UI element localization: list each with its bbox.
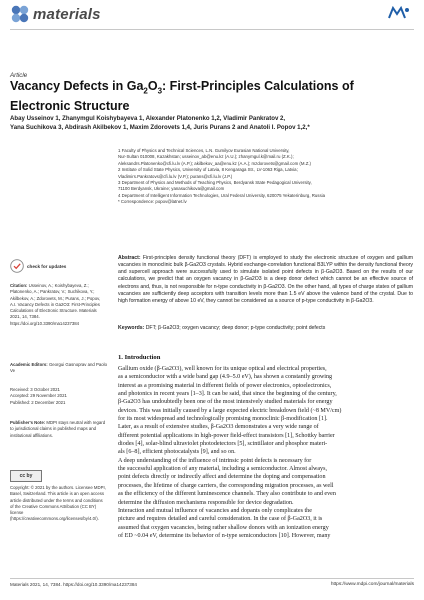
body-line: β-Ga2O3 has undoubtedly been one of the most intensively studied materials for energy [118, 399, 333, 406]
journal-name: materials [33, 5, 101, 23]
affiliation-line: Vladimirs.Pankratovs@cfi.lu.lv (V.P.); purans@cfi.lu.lv (J.P.) [118, 173, 233, 179]
publication-dates [10, 387, 107, 406]
affiliation-line: 1 Faculty of Physics and Technical Sciences, L.N. Gumilyov Eurasian National University, [118, 148, 290, 153]
check-updates-icon [10, 259, 24, 273]
copyright-notice [10, 485, 107, 523]
citation-text[interactable]: Usseinov, A.; Koishybayeva, Z.; Platonenko, A.; Pankratov, V.; Suchikova, Y.; Akilbekov, A.; Zdorovets, M.; Purans, J.; Popov, A.I. Vacancy Defects in Ga2O3: First-Principles Calculations of Electronic Structure. Materials 2021, 14, 7384. https://doi.org/10.3390/ma14237384 [10, 283, 101, 326]
body-line: for its most widespread and technologically promising monoclinic β-modification [1]. [118, 416, 328, 423]
keywords-label: Keywords: [118, 325, 145, 331]
received-date: Received: 3 October 2021 [10, 387, 60, 392]
check-updates-label: check for updates [27, 263, 67, 269]
body-line: Gallium oxide (β-Ga2O3), well known for its unique optical and electrical properties, [118, 366, 327, 372]
affiliation-line: Aleksandrs.Platonenko@cfi.lu.lv (A.P.); akilbekov_aa@enu.kz (A.A.); mzdorovets@gmail.com (M.Z.) [118, 160, 311, 166]
academic-editors [10, 362, 107, 375]
body-line: the successful application of any material, including a semiconductor. Almost always, [118, 466, 327, 473]
footer-citation[interactable]: Materials 2021, 14, 7384. https://doi.org/10.3390/ma14237384 [10, 582, 137, 587]
citation-block [10, 283, 107, 327]
editors-label: Academic Editors: [10, 362, 48, 367]
article-type: Article [10, 72, 28, 79]
body-line: A deep understanding of the influence of intrinsic point defects is necessary for [118, 457, 312, 464]
article-title: Vacancy Defects in $Ga_2O_3$: First-Principles Calculations of Electronic Structure [10, 79, 354, 113]
body-line: diodes [4], solar-blind ultraviolet photodetectors [5], scintillator and phosphor materi- [118, 441, 328, 448]
affiliation-line: 3 Department of Physics and Methods of Teaching Physics, Berdyansk State Pedagogical University, [118, 180, 312, 186]
affiliations [118, 148, 413, 206]
introduction-body [118, 365, 414, 540]
journal-link[interactable]: https://www.mdpi.com/journal/materials [330, 582, 414, 587]
abstract-text: First-principles density functional theory (DFT) is employed to study the electronic structure of oxygen and gallium vacancies in monoclinic bulk β-Ga2O3 crystals. Hybrid exchange-correlation functional B3LYP within the density functional theory and supercell approach were successfully used to simulate isolated point defects in β-Ga2O3. Based on the results of our calculations, we predict that an oxygen vacancy in β-Ga2O3 is a deep donor defect which cannot be an effective source of electrons and, thus, is not responsible for n-type conductivity in β-Ga2O3. On the other hand, all types of charge states of gallium vacancies are sufficiently deep acceptors with transition levels more than 1.5 eV above the valence band of the crystal. Due to high formation energy of above 10 eV, they cannot be considered as a source of p-type conductivity in β-Ga2O3. [118, 255, 413, 304]
journal-logo [10, 4, 101, 24]
body-line: determine the diffusion mechanisms responsible for device degradation. [118, 499, 294, 506]
body-line: different potential applications in high-power field-effect transistors [1], Schottky barrier [118, 432, 335, 439]
citation-label: Citation: [10, 283, 28, 288]
correspondence-line: * Correspondence: popov@latnet.lv [118, 199, 187, 205]
accepted-date: Accepted: 29 November 2021 [10, 393, 67, 399]
mdpi-logo-icon [388, 6, 410, 20]
section-heading: 1. Introduction [118, 354, 161, 361]
editors-text: Georgui Gasnoprav and Paolo Ve [10, 362, 107, 374]
materials-logo-icon [10, 4, 30, 24]
header-divider [10, 29, 414, 30]
keywords [118, 325, 413, 332]
body-line: as a semiconductor with a wide band gap (4.9–5.0 eV), has shown a constantly growing [118, 374, 333, 381]
check-updates-button[interactable] [10, 259, 66, 273]
abstract-label: Abstract: [118, 255, 141, 261]
body-line: Interaction and mutual influence of vacancies and dopants only complicates the [118, 507, 312, 514]
affiliation-line: Nur-Sultan 010008, Kazakhstan; usseinov_ab@enu.kz (A.U.); zhanymgul.k@mail.ru (Z.K.); [118, 154, 294, 160]
copyright-text: Copyright: © 2021 by the authors. Licensee MDPI, Basel, Switzerland. This article is an open access article distributed under the terms and conditions of the Creative Commons Attribution (CC BY) license (https://creativecommons.org/licenses/by/4.0/). [10, 485, 106, 522]
body-line: of ED ~0.04 eV, determine its behavior of n-type semiconductors [10]. However, many [118, 532, 331, 539]
publisher-note-text: MDPI stays neutral with regard to jurisdictional claims in published maps and institutional affiliations. [10, 420, 106, 438]
footer-divider [10, 578, 414, 579]
body-line: processes, the lifetime of charge carriers, the corresponding migration processes, as well [118, 482, 334, 489]
affiliation-line: 2 Institute of Solid State Physics, University of Latvia, 8 Kengaraga Str., LV-1063 Riga, Latvia; [118, 167, 298, 173]
body-line: als [6–8], efficient photocatalysts [9], and so on. [118, 449, 236, 456]
author-list [10, 114, 415, 132]
published-date: Published: 2 December 2021 [10, 399, 66, 405]
cc-license-badge[interactable]: cc by [10, 470, 42, 482]
body-line: assumed that oxygen vacancies, being rather shallow donors with an ionization energy [118, 524, 329, 531]
author-line: Yana Suchikova 3, Abdirash Akilbekov 1, Maxim Zdorovets 1,4, Juris Purans 2 and Anatoli I. Popov 1,2,* [10, 124, 310, 131]
abstract [118, 255, 413, 305]
keywords-text: DFT; β-Ga2O3; oxygen vacancy; deep donor; p-type conductivity; point defects [145, 325, 326, 331]
body-line: point defects directly or indirectly affect and determine the doping and compensation [118, 474, 326, 481]
body-line: and photonics in recent years [1–3]. It can be said, that since the beginning of the century, [118, 391, 337, 398]
body-line: devices. This was initially caused by a large expected electric breakdown field (~8 MV/cm) [118, 407, 342, 414]
body-line: as the efficiency of the different luminescence channels. They also contribute to and even [118, 491, 336, 498]
publisher-note [10, 420, 107, 439]
author-line: Abay Usseinov 1, Zhanymgul Koishybayeva 1, Alexander Platonenko 1,2, Vladimir Pankratov 2, [10, 115, 286, 122]
body-line: picture and requires detailed and careful consideration. In the case of β-Ga2O3, it is [118, 516, 323, 523]
publisher-note-label: Publisher's Note: [10, 420, 46, 425]
affiliation-line: 71100 Berdyansk, Ukraine; yanasuchikova@gmail.com [118, 186, 225, 192]
affiliation-line: 4 Department of Intelligent Information Technologies, Ural Federal University, 620075 Yekaterinburg, Russia [118, 192, 326, 198]
body-line: Later, as a result of extensive studies, β-Ga2O3 demonstrates a very wide range of [118, 424, 319, 431]
body-line: interest as a promising material in different fields of power electronics, optoelectronics, [118, 382, 332, 389]
